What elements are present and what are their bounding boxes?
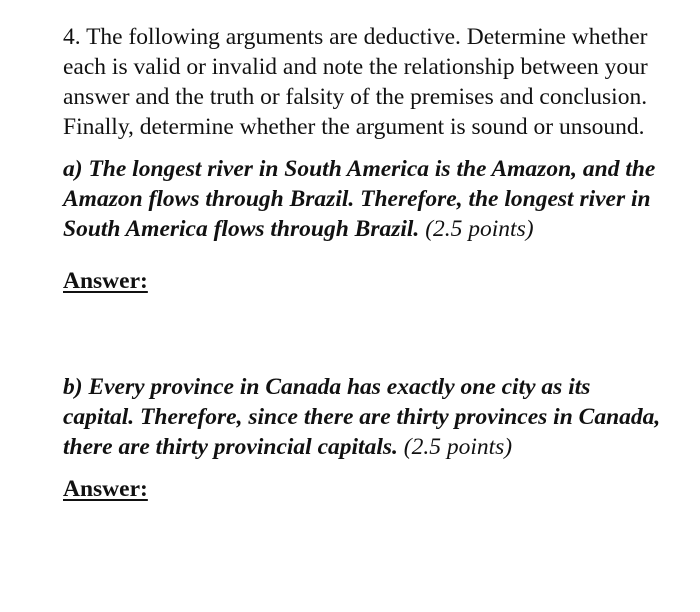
- answer-space: [63, 296, 663, 360]
- part-a-points: (2.5 points): [425, 216, 534, 242]
- part-b-answer-label: Answer:: [63, 476, 148, 502]
- part-b-text: b) Every province in Canada has exactly one city as its capital. Therefore, since there are thirty provinces in Canada, there are thirty provincial capitals.: [63, 374, 661, 460]
- part-a-answer-label: Answer:: [63, 268, 148, 294]
- part-a-text: a) The longest river in South America is the Amazon, and the Amazon flows through Brazil. Therefore, the longest river in South America flows through Brazil.: [63, 156, 656, 242]
- document-body: [63, 22, 663, 504]
- part-a-question: [63, 154, 663, 244]
- part-b-points: (2.5 points): [403, 434, 513, 460]
- part-b-question: [63, 372, 663, 462]
- question-intro: 4. The following arguments are deductive. Determine whether each is valid or invalid and note the relationship between your answer and the truth or falsity of the premises and conclusion. Finally, determine whether the argument is sound or unsound.: [63, 24, 648, 140]
